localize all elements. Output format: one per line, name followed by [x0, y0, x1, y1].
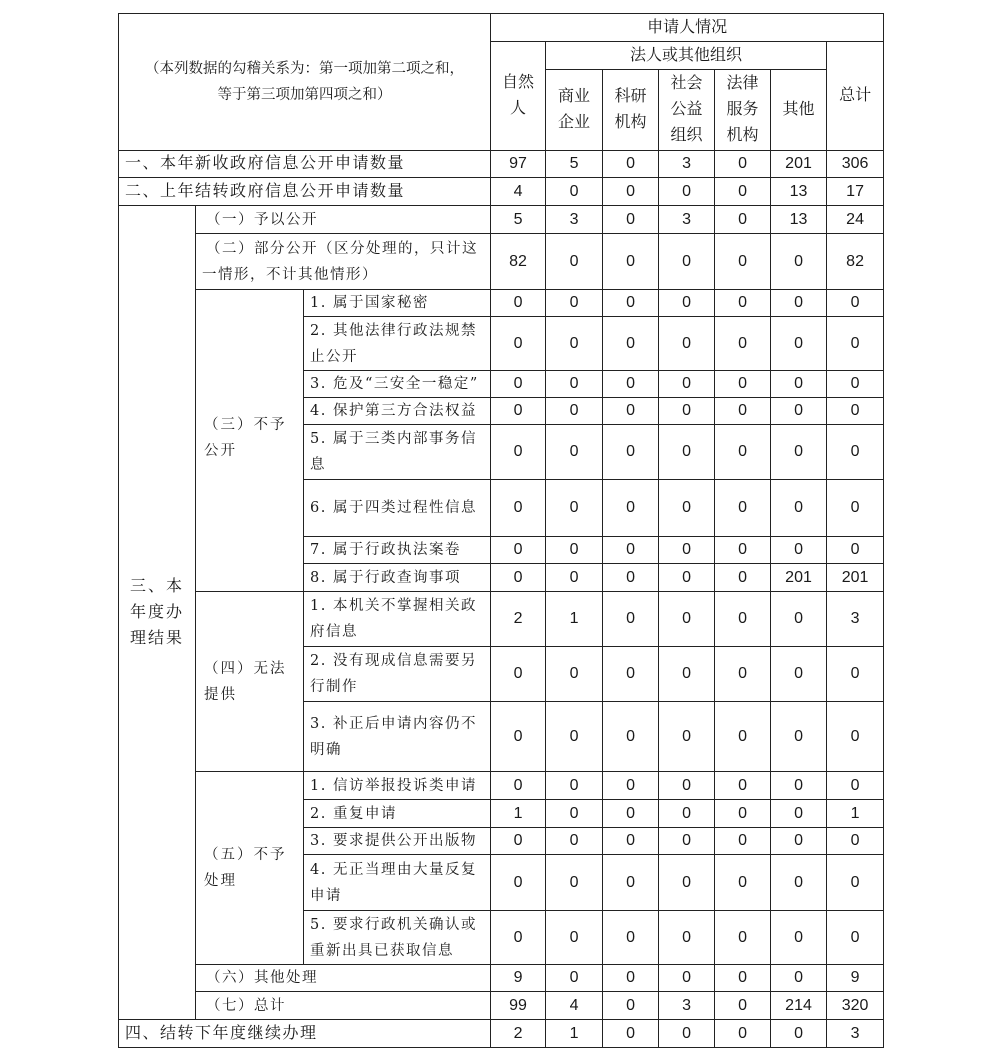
value-cell: 0: [659, 317, 715, 371]
col-header-social: [659, 70, 715, 151]
value-cell: 99: [491, 992, 546, 1020]
label-line: 止公开: [310, 348, 358, 365]
legal-persons-header: 法人或其他组织: [546, 42, 827, 70]
value-cell: 0: [771, 398, 827, 425]
value-cell: 0: [546, 398, 603, 425]
value-cell: 0: [715, 206, 771, 234]
col-header-line: 社会: [670, 75, 703, 92]
value-cell: 0: [603, 564, 659, 592]
value-cell: 2: [491, 592, 546, 647]
value-cell: 0: [603, 702, 659, 772]
value-cell: 0: [827, 371, 884, 398]
value-cell: 0: [659, 178, 715, 206]
group-3-label: [196, 290, 304, 592]
value-cell: 0: [715, 800, 771, 828]
value-cell: 0: [715, 317, 771, 371]
value-cell: 0: [603, 800, 659, 828]
value-cell: 0: [603, 965, 659, 992]
value-cell: 0: [659, 371, 715, 398]
row-label: 1. 信访举报投诉类申请: [304, 772, 491, 800]
value-cell: 0: [546, 800, 603, 828]
value-cell: 0: [546, 911, 603, 965]
group-1-label: （一）予以公开: [196, 206, 491, 234]
value-cell: 0: [659, 702, 715, 772]
value-cell: 320: [827, 992, 884, 1020]
value-cell: 1: [546, 592, 603, 647]
label-line: （四）无法: [204, 660, 287, 677]
label-line: 4. 无正当理由大量反复: [310, 861, 477, 878]
value-cell: 0: [546, 772, 603, 800]
value-cell: 0: [715, 537, 771, 564]
value-cell: 2: [491, 1020, 546, 1048]
value-cell: 0: [771, 1020, 827, 1048]
value-cell: 0: [659, 965, 715, 992]
value-cell: 0: [827, 317, 884, 371]
value-cell: 0: [603, 425, 659, 480]
value-cell: 0: [827, 480, 884, 537]
value-cell: 3: [659, 992, 715, 1020]
label-line: 重新出具已获取信息: [310, 942, 454, 959]
value-cell: 0: [491, 911, 546, 965]
value-cell: 0: [546, 702, 603, 772]
value-cell: 0: [603, 828, 659, 855]
label-line: （三）不予: [204, 417, 287, 433]
value-cell: 0: [546, 855, 603, 911]
value-cell: 0: [771, 537, 827, 564]
row-label: 3. 要求提供公开出版物: [304, 828, 491, 855]
col-header-line: 企业: [558, 114, 591, 131]
value-cell: 0: [827, 425, 884, 480]
row-label: [304, 592, 491, 647]
value-cell: 0: [715, 398, 771, 425]
col-header-commercial: [546, 70, 603, 151]
value-cell: 201: [827, 564, 884, 592]
value-cell: 0: [659, 398, 715, 425]
value-cell: 0: [771, 828, 827, 855]
value-cell: 0: [491, 647, 546, 702]
value-cell: 0: [546, 965, 603, 992]
value-cell: 0: [603, 371, 659, 398]
label-line: 2. 其他法律行政法规禁: [310, 322, 477, 339]
value-cell: 0: [659, 480, 715, 537]
value-cell: 0: [715, 1020, 771, 1048]
value-cell: 0: [771, 965, 827, 992]
label-line: 公开: [204, 443, 237, 459]
value-cell: 0: [771, 290, 827, 317]
label-line: （二）部分公开（区分处理的，只计这: [206, 240, 478, 257]
value-cell: 0: [603, 537, 659, 564]
value-cell: 0: [827, 911, 884, 965]
value-cell: 0: [491, 290, 546, 317]
value-cell: 0: [771, 425, 827, 480]
government-info-disclosure-table: [118, 13, 884, 1048]
value-cell: 1: [491, 800, 546, 828]
value-cell: 0: [771, 911, 827, 965]
table-row: [119, 592, 884, 647]
col-header-line: 自然: [502, 74, 535, 91]
value-cell: 13: [771, 178, 827, 206]
section-4-label: 四、结转下年度继续办理: [119, 1020, 491, 1048]
value-cell: 0: [715, 151, 771, 178]
label-line: 三、本: [129, 577, 184, 595]
value-cell: 0: [603, 178, 659, 206]
label-line: 处理: [204, 873, 237, 889]
value-cell: 0: [771, 317, 827, 371]
col-header-research: [603, 70, 659, 151]
value-cell: 17: [827, 178, 884, 206]
table-row: [119, 178, 884, 206]
col-header-line: 服务: [726, 101, 759, 118]
label-line: 3. 补正后申请内容仍不: [310, 715, 477, 732]
applicant-situation-header: 申请人情况: [491, 14, 884, 42]
value-cell: 0: [715, 425, 771, 480]
value-cell: 0: [715, 965, 771, 992]
row-label: 1. 属于国家秘密: [304, 290, 491, 317]
value-cell: 0: [659, 647, 715, 702]
col-header-line: 组织: [670, 127, 703, 144]
value-cell: 0: [491, 772, 546, 800]
value-cell: 0: [659, 537, 715, 564]
value-cell: 201: [771, 564, 827, 592]
row-label: [304, 855, 491, 911]
value-cell: 0: [715, 564, 771, 592]
value-cell: 0: [491, 398, 546, 425]
col-header-total: [827, 42, 884, 151]
label-line: 理结果: [129, 629, 184, 647]
row-label: 4. 保护第三方合法权益: [304, 398, 491, 425]
value-cell: 3: [659, 206, 715, 234]
value-cell: 0: [603, 992, 659, 1020]
value-cell: 0: [659, 564, 715, 592]
table-row: [119, 151, 884, 178]
value-cell: 201: [771, 151, 827, 178]
table-row: [119, 290, 884, 317]
section-3-label: [119, 206, 196, 1020]
value-cell: 0: [603, 151, 659, 178]
value-cell: 0: [771, 371, 827, 398]
table-row: [119, 965, 884, 992]
table-row: [119, 234, 884, 290]
value-cell: 97: [491, 151, 546, 178]
value-cell: 306: [827, 151, 884, 178]
value-cell: 0: [715, 371, 771, 398]
value-cell: 0: [659, 772, 715, 800]
value-cell: 0: [491, 828, 546, 855]
value-cell: 0: [546, 371, 603, 398]
col-header-natural: [491, 42, 546, 151]
value-cell: 0: [546, 480, 603, 537]
value-cell: 1: [546, 1020, 603, 1048]
value-cell: 0: [827, 398, 884, 425]
checksum-note: [119, 14, 491, 151]
value-cell: 0: [659, 800, 715, 828]
section-2-label: 二、上年结转政府信息公开申请数量: [119, 178, 491, 206]
value-cell: 0: [546, 290, 603, 317]
col-header-line: 科研: [614, 88, 647, 105]
col-header-line: 总计: [839, 87, 872, 104]
value-cell: 0: [659, 911, 715, 965]
value-cell: 0: [827, 647, 884, 702]
table-row: [119, 206, 884, 234]
row-label: 6. 属于四类过程性信息: [304, 480, 491, 537]
value-cell: 5: [491, 206, 546, 234]
value-cell: 0: [715, 290, 771, 317]
value-cell: 214: [771, 992, 827, 1020]
value-cell: 0: [771, 592, 827, 647]
value-cell: 0: [491, 564, 546, 592]
value-cell: 0: [546, 828, 603, 855]
col-header-line: 其他: [782, 101, 815, 118]
value-cell: 0: [491, 855, 546, 911]
value-cell: 3: [827, 1020, 884, 1048]
value-cell: 0: [715, 772, 771, 800]
col-header-line: 机构: [614, 114, 647, 131]
value-cell: 0: [603, 647, 659, 702]
value-cell: 0: [546, 317, 603, 371]
value-cell: 0: [491, 317, 546, 371]
label-line: 提供: [204, 686, 237, 703]
value-cell: 0: [659, 425, 715, 480]
label-line: 一情形，不计其他情形）: [202, 266, 378, 283]
label-line: 2. 没有现成信息需要另: [310, 653, 477, 669]
value-cell: 0: [771, 234, 827, 290]
value-cell: 0: [603, 855, 659, 911]
group-7-label: （七）总计: [196, 992, 491, 1020]
label-line: 申请: [310, 887, 342, 904]
value-cell: 5: [546, 151, 603, 178]
value-cell: 0: [546, 234, 603, 290]
value-cell: 0: [491, 480, 546, 537]
value-cell: 0: [603, 398, 659, 425]
value-cell: 0: [771, 772, 827, 800]
value-cell: 0: [546, 425, 603, 480]
row-label: 7. 属于行政执法案卷: [304, 537, 491, 564]
value-cell: 0: [771, 647, 827, 702]
value-cell: 0: [827, 772, 884, 800]
label-line: 5. 属于三类内部事务信: [310, 431, 477, 447]
value-cell: 0: [827, 855, 884, 911]
group-5-label: [196, 772, 304, 965]
label-line: 行制作: [310, 679, 358, 695]
value-cell: 0: [491, 702, 546, 772]
value-cell: 0: [827, 828, 884, 855]
value-cell: 0: [715, 828, 771, 855]
value-cell: 0: [603, 290, 659, 317]
row-label: [304, 317, 491, 371]
value-cell: 3: [546, 206, 603, 234]
value-cell: 9: [491, 965, 546, 992]
group-6-label: （六）其他处理: [196, 965, 491, 992]
value-cell: 0: [715, 480, 771, 537]
value-cell: 0: [827, 702, 884, 772]
value-cell: 4: [546, 992, 603, 1020]
col-header-line: 人: [510, 100, 527, 117]
col-header-legal-service: [715, 70, 771, 151]
value-cell: 0: [715, 178, 771, 206]
row-label: 3. 危及“三安全一稳定”: [304, 371, 491, 398]
value-cell: 0: [659, 855, 715, 911]
value-cell: 0: [546, 564, 603, 592]
row-label: [304, 911, 491, 965]
label-line: 1. 本机关不掌握相关政: [310, 598, 477, 614]
label-line: 息: [310, 457, 326, 473]
value-cell: 0: [659, 592, 715, 647]
col-header-line: 法律: [726, 75, 759, 92]
value-cell: 0: [715, 992, 771, 1020]
value-cell: 4: [491, 178, 546, 206]
value-cell: 3: [827, 592, 884, 647]
value-cell: 0: [603, 1020, 659, 1048]
value-cell: 0: [715, 911, 771, 965]
value-cell: 0: [659, 1020, 715, 1048]
group-2-label: [196, 234, 491, 290]
value-cell: 0: [715, 592, 771, 647]
value-cell: 0: [603, 592, 659, 647]
value-cell: 0: [771, 702, 827, 772]
row-label: 2. 重复申请: [304, 800, 491, 828]
value-cell: 0: [715, 234, 771, 290]
value-cell: 0: [603, 911, 659, 965]
table-row: [119, 772, 884, 800]
label-line: 府信息: [310, 624, 358, 640]
value-cell: 82: [491, 234, 546, 290]
value-cell: 9: [827, 965, 884, 992]
value-cell: 0: [546, 537, 603, 564]
value-cell: 0: [715, 702, 771, 772]
group-4-label: [196, 592, 304, 772]
value-cell: 82: [827, 234, 884, 290]
col-header-other: [771, 70, 827, 151]
label-line: 明确: [310, 741, 342, 758]
value-cell: 0: [491, 537, 546, 564]
label-line: （五）不予: [204, 847, 287, 863]
row-label: [304, 647, 491, 702]
value-cell: 0: [771, 855, 827, 911]
value-cell: 24: [827, 206, 884, 234]
value-cell: 13: [771, 206, 827, 234]
value-cell: 0: [827, 290, 884, 317]
row-label: [304, 425, 491, 480]
value-cell: 0: [603, 206, 659, 234]
value-cell: 0: [491, 371, 546, 398]
value-cell: 0: [603, 480, 659, 537]
value-cell: 0: [603, 772, 659, 800]
value-cell: 0: [771, 480, 827, 537]
note-line-2: 等于第三项加第四项之和）: [217, 87, 392, 103]
value-cell: 0: [659, 290, 715, 317]
value-cell: 0: [659, 828, 715, 855]
label-line: 5. 要求行政机关确认或: [310, 916, 477, 933]
table-row: [119, 1020, 884, 1048]
label-line: 年度办: [129, 603, 184, 621]
table-row: [119, 992, 884, 1020]
col-header-line: 商业: [558, 88, 591, 105]
value-cell: 0: [771, 800, 827, 828]
col-header-line: 机构: [726, 127, 759, 144]
value-cell: 0: [546, 178, 603, 206]
value-cell: 0: [603, 234, 659, 290]
value-cell: 3: [659, 151, 715, 178]
value-cell: 0: [827, 537, 884, 564]
row-label: [304, 702, 491, 772]
value-cell: 0: [659, 234, 715, 290]
col-header-line: 公益: [670, 101, 703, 118]
value-cell: 1: [827, 800, 884, 828]
value-cell: 0: [715, 647, 771, 702]
value-cell: 0: [603, 317, 659, 371]
value-cell: 0: [546, 647, 603, 702]
section-1-label: 一、本年新收政府信息公开申请数量: [119, 151, 491, 178]
value-cell: 0: [491, 425, 546, 480]
row-label: 8. 属于行政查询事项: [304, 564, 491, 592]
note-line-1: （本列数据的勾稽关系为：第一项加第二项之和，: [145, 61, 465, 77]
value-cell: 0: [715, 855, 771, 911]
